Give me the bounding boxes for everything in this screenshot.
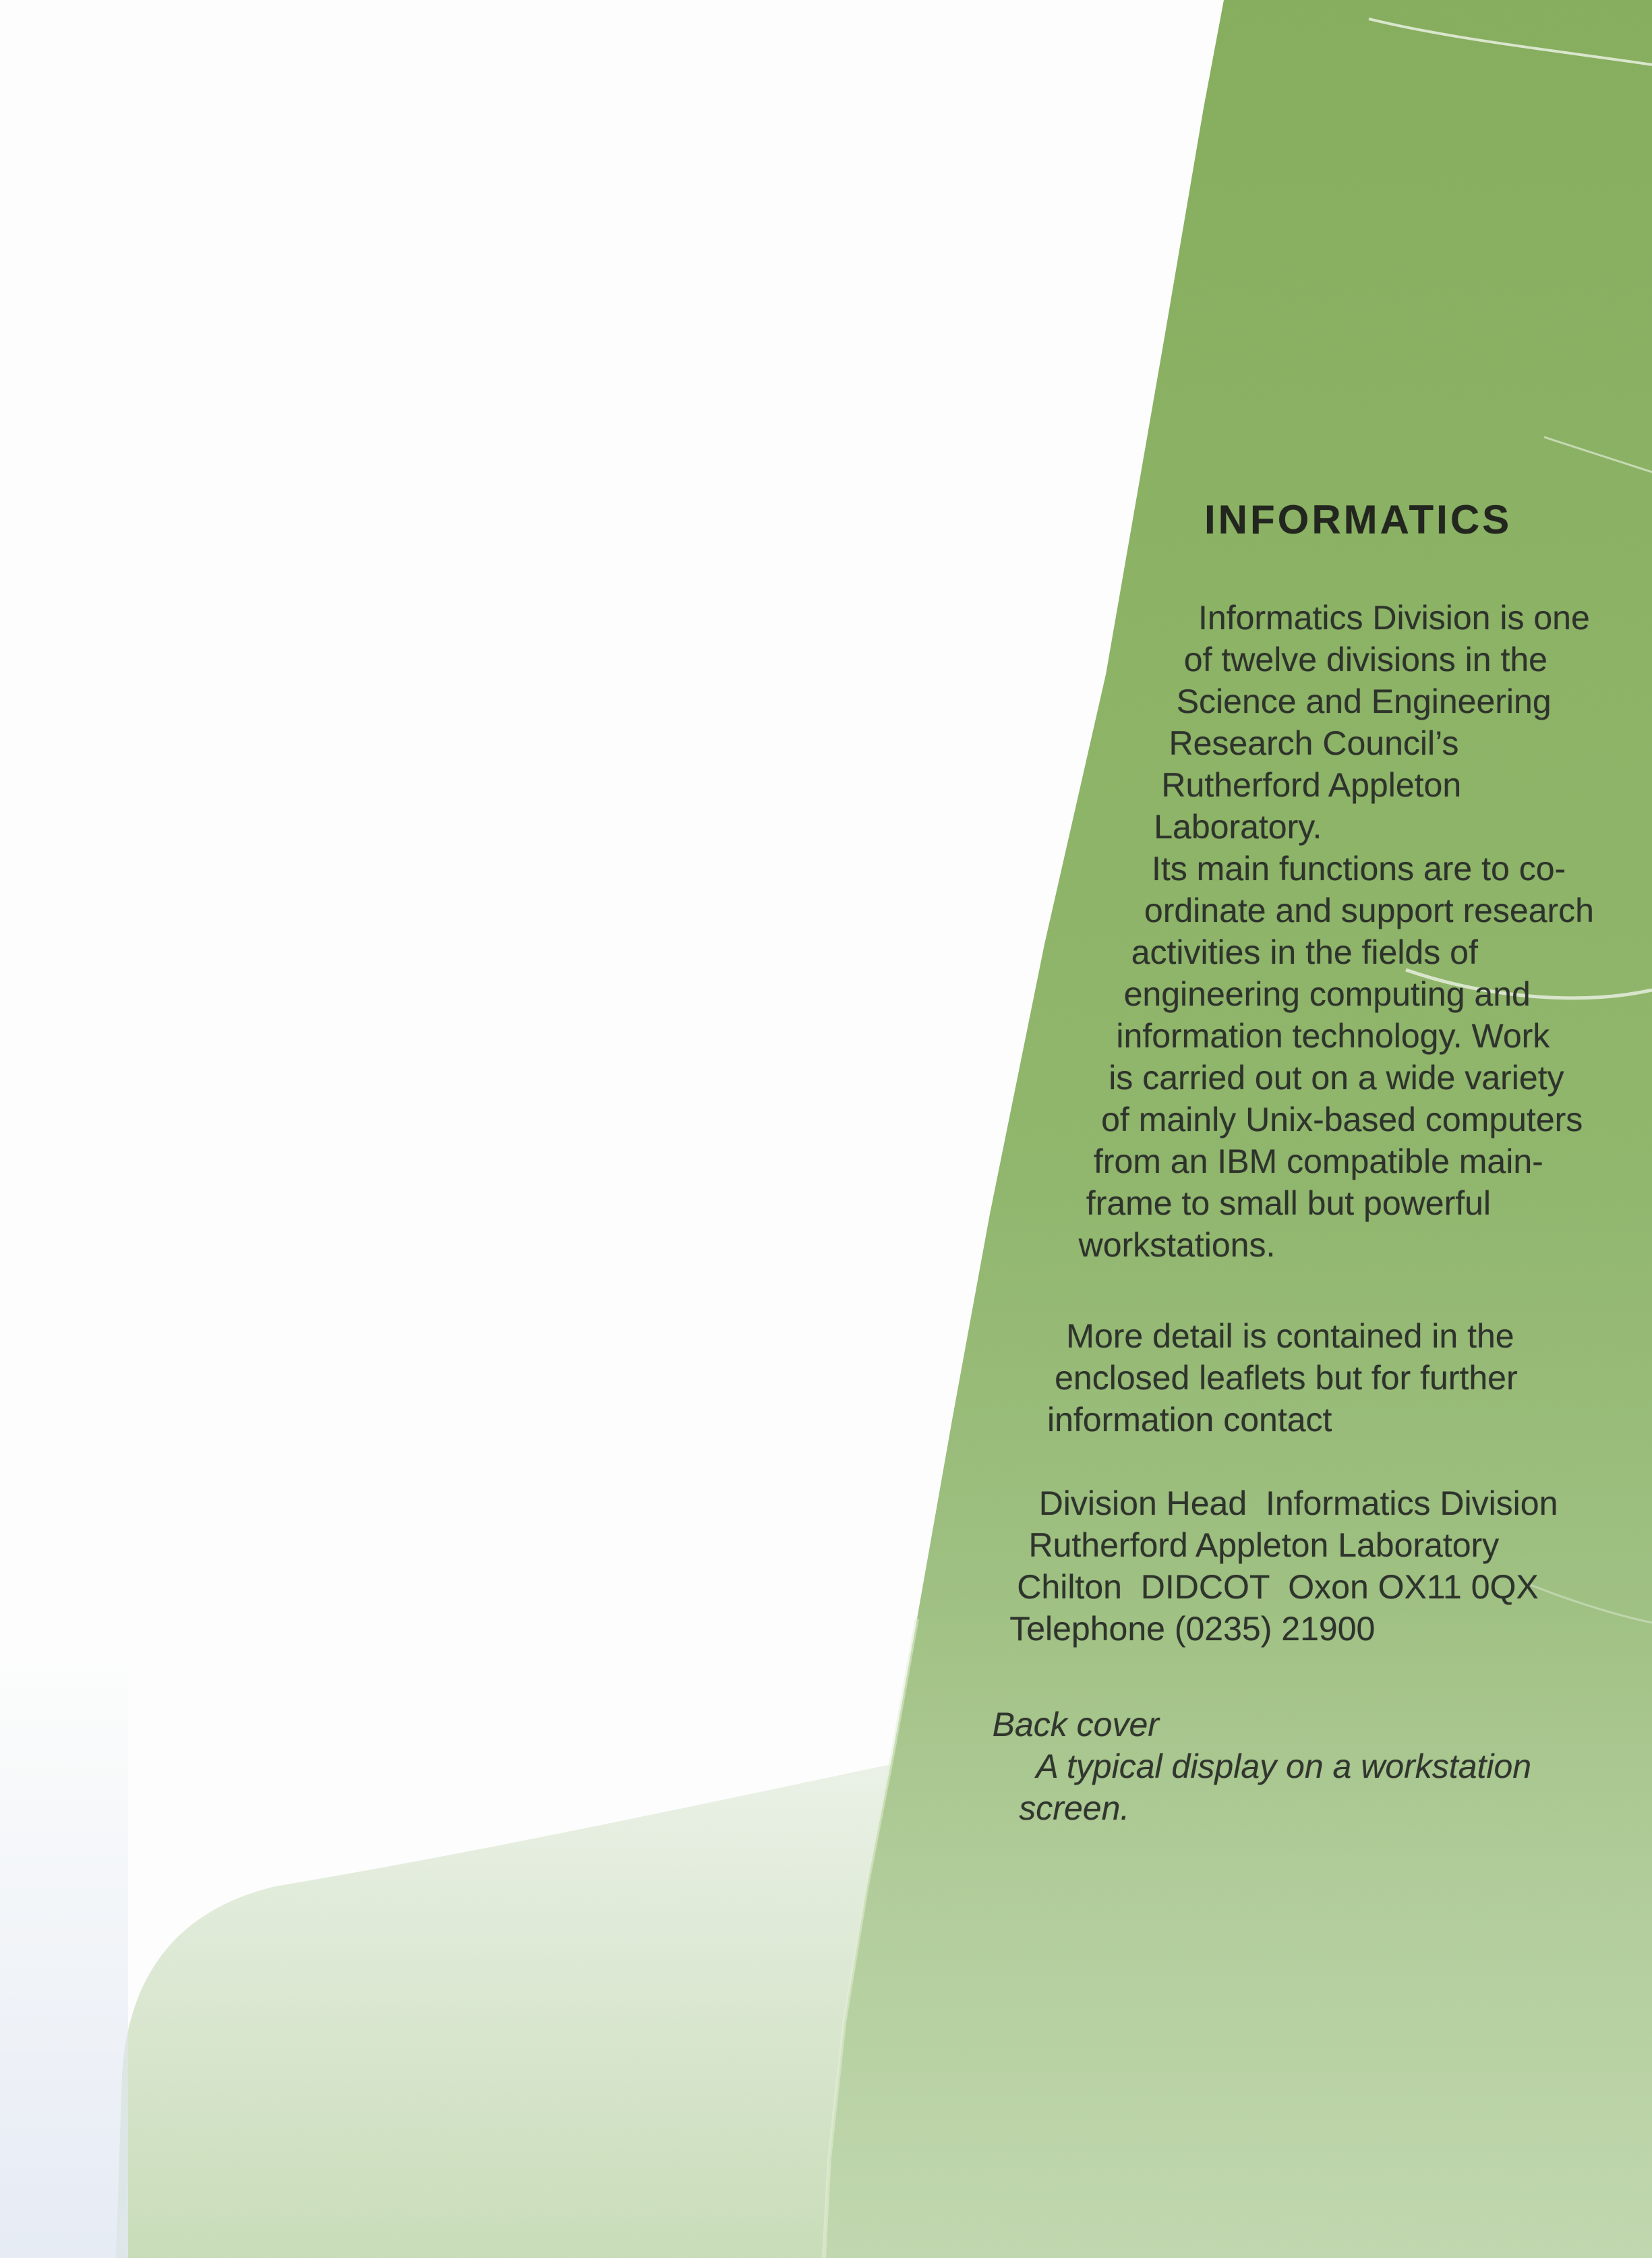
text-line: ordinate and support research: [1144, 892, 1594, 929]
text-line: activities in the fields of: [1131, 933, 1478, 971]
caption-line: screen.: [1019, 1789, 1130, 1827]
paragraph-functions: [1078, 848, 1652, 1266]
text-line: More detail is contained in the: [1066, 1317, 1514, 1355]
text-line: frame to small but powerful: [1086, 1184, 1492, 1222]
paragraph-intro: [1154, 597, 1652, 848]
caption-line: Back cover: [992, 1706, 1159, 1743]
text-line: workstations.: [1078, 1226, 1276, 1264]
text-line: Science and Engineering: [1176, 683, 1552, 720]
text-line: Division Head Informatics Division: [1038, 1484, 1558, 1522]
text-line: of twelve divisions in the: [1183, 641, 1547, 678]
paragraph-more-detail: [1047, 1315, 1652, 1441]
text-line: is carried out on a wide variety: [1109, 1059, 1564, 1097]
text-line: Chilton DIDCOT Oxon OX11 0QX: [1017, 1568, 1539, 1606]
text-line: Telephone (0235) 21900: [1009, 1610, 1376, 1648]
page-title: INFORMATICS: [1204, 497, 1512, 542]
text-line: Rutherford Appleton Laboratory: [1028, 1526, 1500, 1564]
caption-line: A typical display on a workstation: [1036, 1747, 1532, 1785]
paragraph-contact-address: [1009, 1482, 1652, 1650]
text-line: Rutherford Appleton: [1161, 766, 1462, 804]
text-line: from an IBM compatible main-: [1093, 1142, 1543, 1180]
text-line: engineering computing and: [1123, 975, 1531, 1013]
text-line: information technology. Work: [1116, 1017, 1550, 1055]
back-cover-caption: [992, 1704, 1652, 1829]
text-line: Laboratory.: [1154, 808, 1322, 846]
text-line: of mainly Unix-based computers: [1101, 1101, 1583, 1138]
body-text: [992, 597, 1652, 1829]
text-line: Its main functions are to co-: [1152, 850, 1566, 888]
text-line: Informatics Division is one: [1198, 599, 1590, 637]
text-line: information contact: [1047, 1401, 1332, 1439]
text-line: enclosed leaflets but for further: [1055, 1359, 1518, 1397]
text-line: Research Council’s: [1169, 724, 1459, 762]
